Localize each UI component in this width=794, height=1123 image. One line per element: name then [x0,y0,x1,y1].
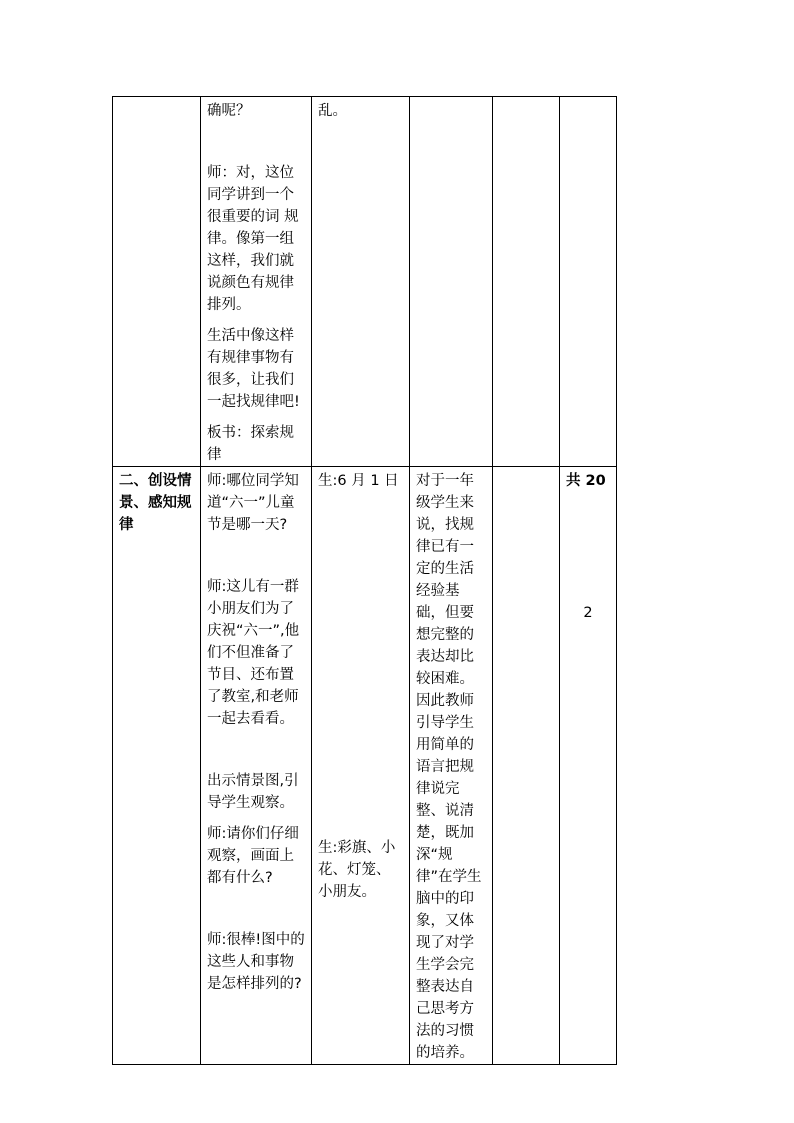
student-line: 生:6 月 1 日 [318,473,399,489]
teacher-line: 师:哪位同学知道“六一”儿童节是哪一天? [207,473,299,533]
teacher-line: 师:请你们仔细观察，画面上都有什么? [207,826,299,886]
time-value: 2 [583,605,593,621]
board-writing: 板书：探索规律 [207,425,294,463]
row1-teacher-activity-cell [201,97,312,467]
row2-student-activity-cell [312,467,410,1065]
row2-intent-cell [410,467,493,1065]
teacher-line: 确呢？ [207,103,251,119]
row2-teacher-activity-cell [201,467,312,1065]
design-intent: 对于一年级学生来说，找规律已有一定的生活经验基础，但要想完整的表达却比较困难。因此教师引导学生用简单的语言把规律说完整、说清楚，既加深“规律”在学生脑中的印象，又体现了对学生学会完整表达自己思考方法的习惯的培养。 [416,473,482,1061]
row1-intent-cell [410,97,493,467]
row1-time-cell [560,97,617,467]
student-line: 乱。 [318,103,347,119]
time-total: 共 20 [566,473,606,489]
teacher-line: 生活中像这样有规律事物有很多，让我们一起找规律吧! [207,328,300,410]
teacher-line: 师:这儿有一群小朋友们为了庆祝“六一”,他们不但准备了节目、还布置了教室,和老师一起去看看。 [207,579,300,727]
student-line: 生:彩旗、小花、灯笼、小朋友。 [318,840,396,900]
stage-title: 二、创设情景、感知规律 [119,473,192,533]
row1-extra-cell [493,97,560,467]
table-row [113,97,617,467]
row2-time-cell [560,467,617,1065]
row2-stage-cell [113,467,201,1065]
row1-stage-cell [113,97,201,467]
table-row [113,467,617,1065]
row1-student-activity-cell [312,97,410,467]
lesson-plan-table [112,96,617,1065]
teacher-line: 师:很棒!图中的这些人和事物是怎样排列的? [207,932,305,992]
teacher-line: 出示情景图,引导学生观察。 [207,773,299,811]
teacher-line: 师：对，这位同学讲到一个很重要的词 规律。像第一组这样，我们就说颜色有规律排列。 [207,165,299,313]
row2-extra-cell [493,467,560,1065]
